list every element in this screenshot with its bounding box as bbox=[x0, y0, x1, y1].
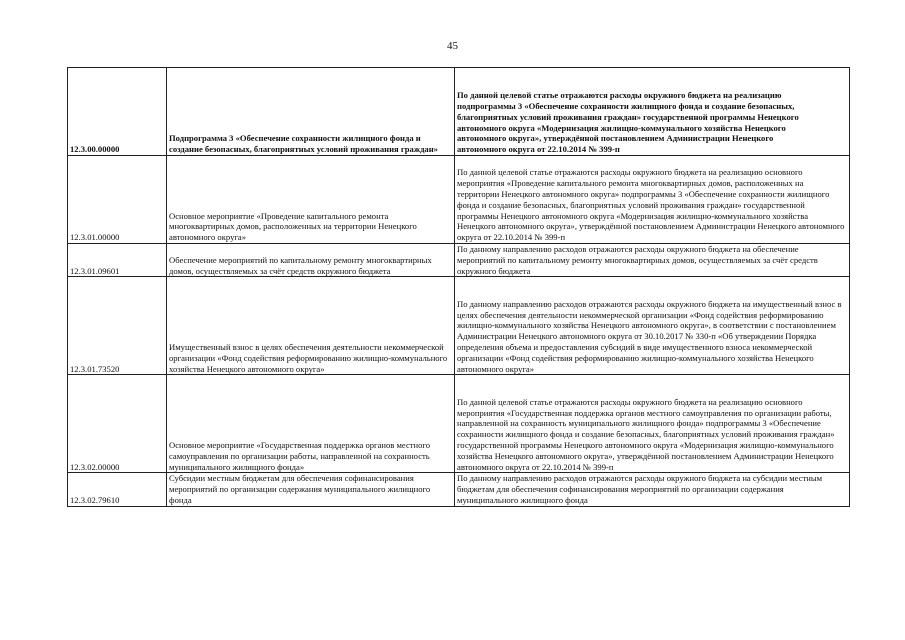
row-code: 12.3.02.79610 bbox=[68, 473, 167, 506]
row-description: По данному направлению расходов отражаются расходы окружного бюджета на обеспечение мероприятий по капитальному ремонту многоквартирных домов, осуществляемых за счёт средств окружного бюджета bbox=[455, 244, 850, 277]
row-description: По данной целевой статье отражаются расходы окружного бюджета на реализацию подпрограммы 3 «Обеспечение сохранности жилищного фонда и создание безопасных, благоприятных условий проживания граждан» государственной программы Ненецкого автономного округа «Модернизация жилищно-коммунального хозяйства Ненецкого автономного округа», утверждённой постановлением Администрации Ненецкого автономного округа от 22.10.2014 № 399-п bbox=[455, 68, 850, 156]
budget-classification-table bbox=[67, 67, 850, 507]
row-name: Основное мероприятие «Проведение капитального ремонта многоквартирных домов, расположенных на территории Ненецкого автономного округа» bbox=[167, 156, 455, 244]
row-description: По данной целевой статье отражаются расходы окружного бюджета на реализацию основного мероприятия «Государственная поддержка органов местного самоуправления по организации работы, направленной на сохранность муниципального жилищного фонда» подпрограммы 3 «Обеспечение сохранности жилищного фонда и создание безопасных, благоприятных условий проживания граждан» государственной программы Ненецкого автономного округа «Модернизация жилищно-коммунального хозяйства Ненецкого автономного округа», утверждённой постановлением Администрации Ненецкого автономного округа от 22.10.2014 № 399-п bbox=[455, 375, 850, 473]
row-code: 12.3.01.73520 bbox=[68, 277, 167, 375]
table-row bbox=[68, 375, 850, 473]
row-name: Основное мероприятие «Государственная поддержка органов местного самоуправления по организации работы, направленной на сохранность муниципального жилищного фонда» bbox=[167, 375, 455, 473]
row-description: По данному направлению расходов отражаются расходы окружного бюджета на субсидии местным бюджетам для обеспечения софинансирования мероприятий по организации содержания муниципального жилищного фонда bbox=[455, 473, 850, 506]
row-description: По данной целевой статье отражаются расходы окружного бюджета на реализацию основного мероприятия «Проведение капитального ремонта многоквартирных домов, расположенных на территории Ненецкого автономного округа» подпрограммы 3 «Обеспечение сохранности жилищного фонда и создание безопасных, благоприятных условий проживания граждан» государственной программы Ненецкого автономного округа «Модернизация жилищно-коммунального хозяйства Ненецкого автономного округа», утверждённой постановлением Администрации Ненецкого автономного округа от 22.10.2014 № 399-п bbox=[455, 156, 850, 244]
row-name: Обеспечение мероприятий по капитальному ремонту многоквартирных домов, осуществляемых за счёт средств окружного бюджета bbox=[167, 244, 455, 277]
table-row bbox=[68, 68, 850, 156]
row-code: 12.3.01.00000 bbox=[68, 156, 167, 244]
page-number: 45 bbox=[447, 40, 458, 52]
row-code: 12.3.00.00000 bbox=[68, 68, 167, 156]
table-row bbox=[68, 473, 850, 506]
row-name: Подпрограмма 3 «Обеспечение сохранности жилищного фонда и создание безопасных, благоприятных условий проживания граждан» bbox=[167, 68, 455, 156]
row-code: 12.3.02.00000 bbox=[68, 375, 167, 473]
row-description: По данному направлению расходов отражаются расходы окружного бюджета на имущественный взнос в целях обеспечения деятельности некоммерческой организации «Фонд содействия реформированию жилищно-коммунального хозяйства Ненецкого автономного округа», в соответствии с постановлением Администрации Ненецкого автономного округа от 30.10.2017 № 330-п «Об утверждении Порядка определения объема и предоставления субсидий в виде имущественного взноса некоммерческой организации «Фонд содействия реформированию жилищно-коммунального хозяйства Ненецкого автономного округа» bbox=[455, 277, 850, 375]
table-row bbox=[68, 244, 850, 277]
row-code: 12.3.01.09601 bbox=[68, 244, 167, 277]
table-row bbox=[68, 277, 850, 375]
row-name: Субсидии местным бюджетам для обеспечения софинансирования мероприятий по организации содержания муниципального жилищного фонда bbox=[167, 473, 455, 506]
table-row bbox=[68, 156, 850, 244]
row-name: Имущественный взнос в целях обеспечения деятельности некоммерческой организации «Фонд содействия реформированию жилищно-коммунального хозяйства Ненецкого автономного округа» bbox=[167, 277, 455, 375]
